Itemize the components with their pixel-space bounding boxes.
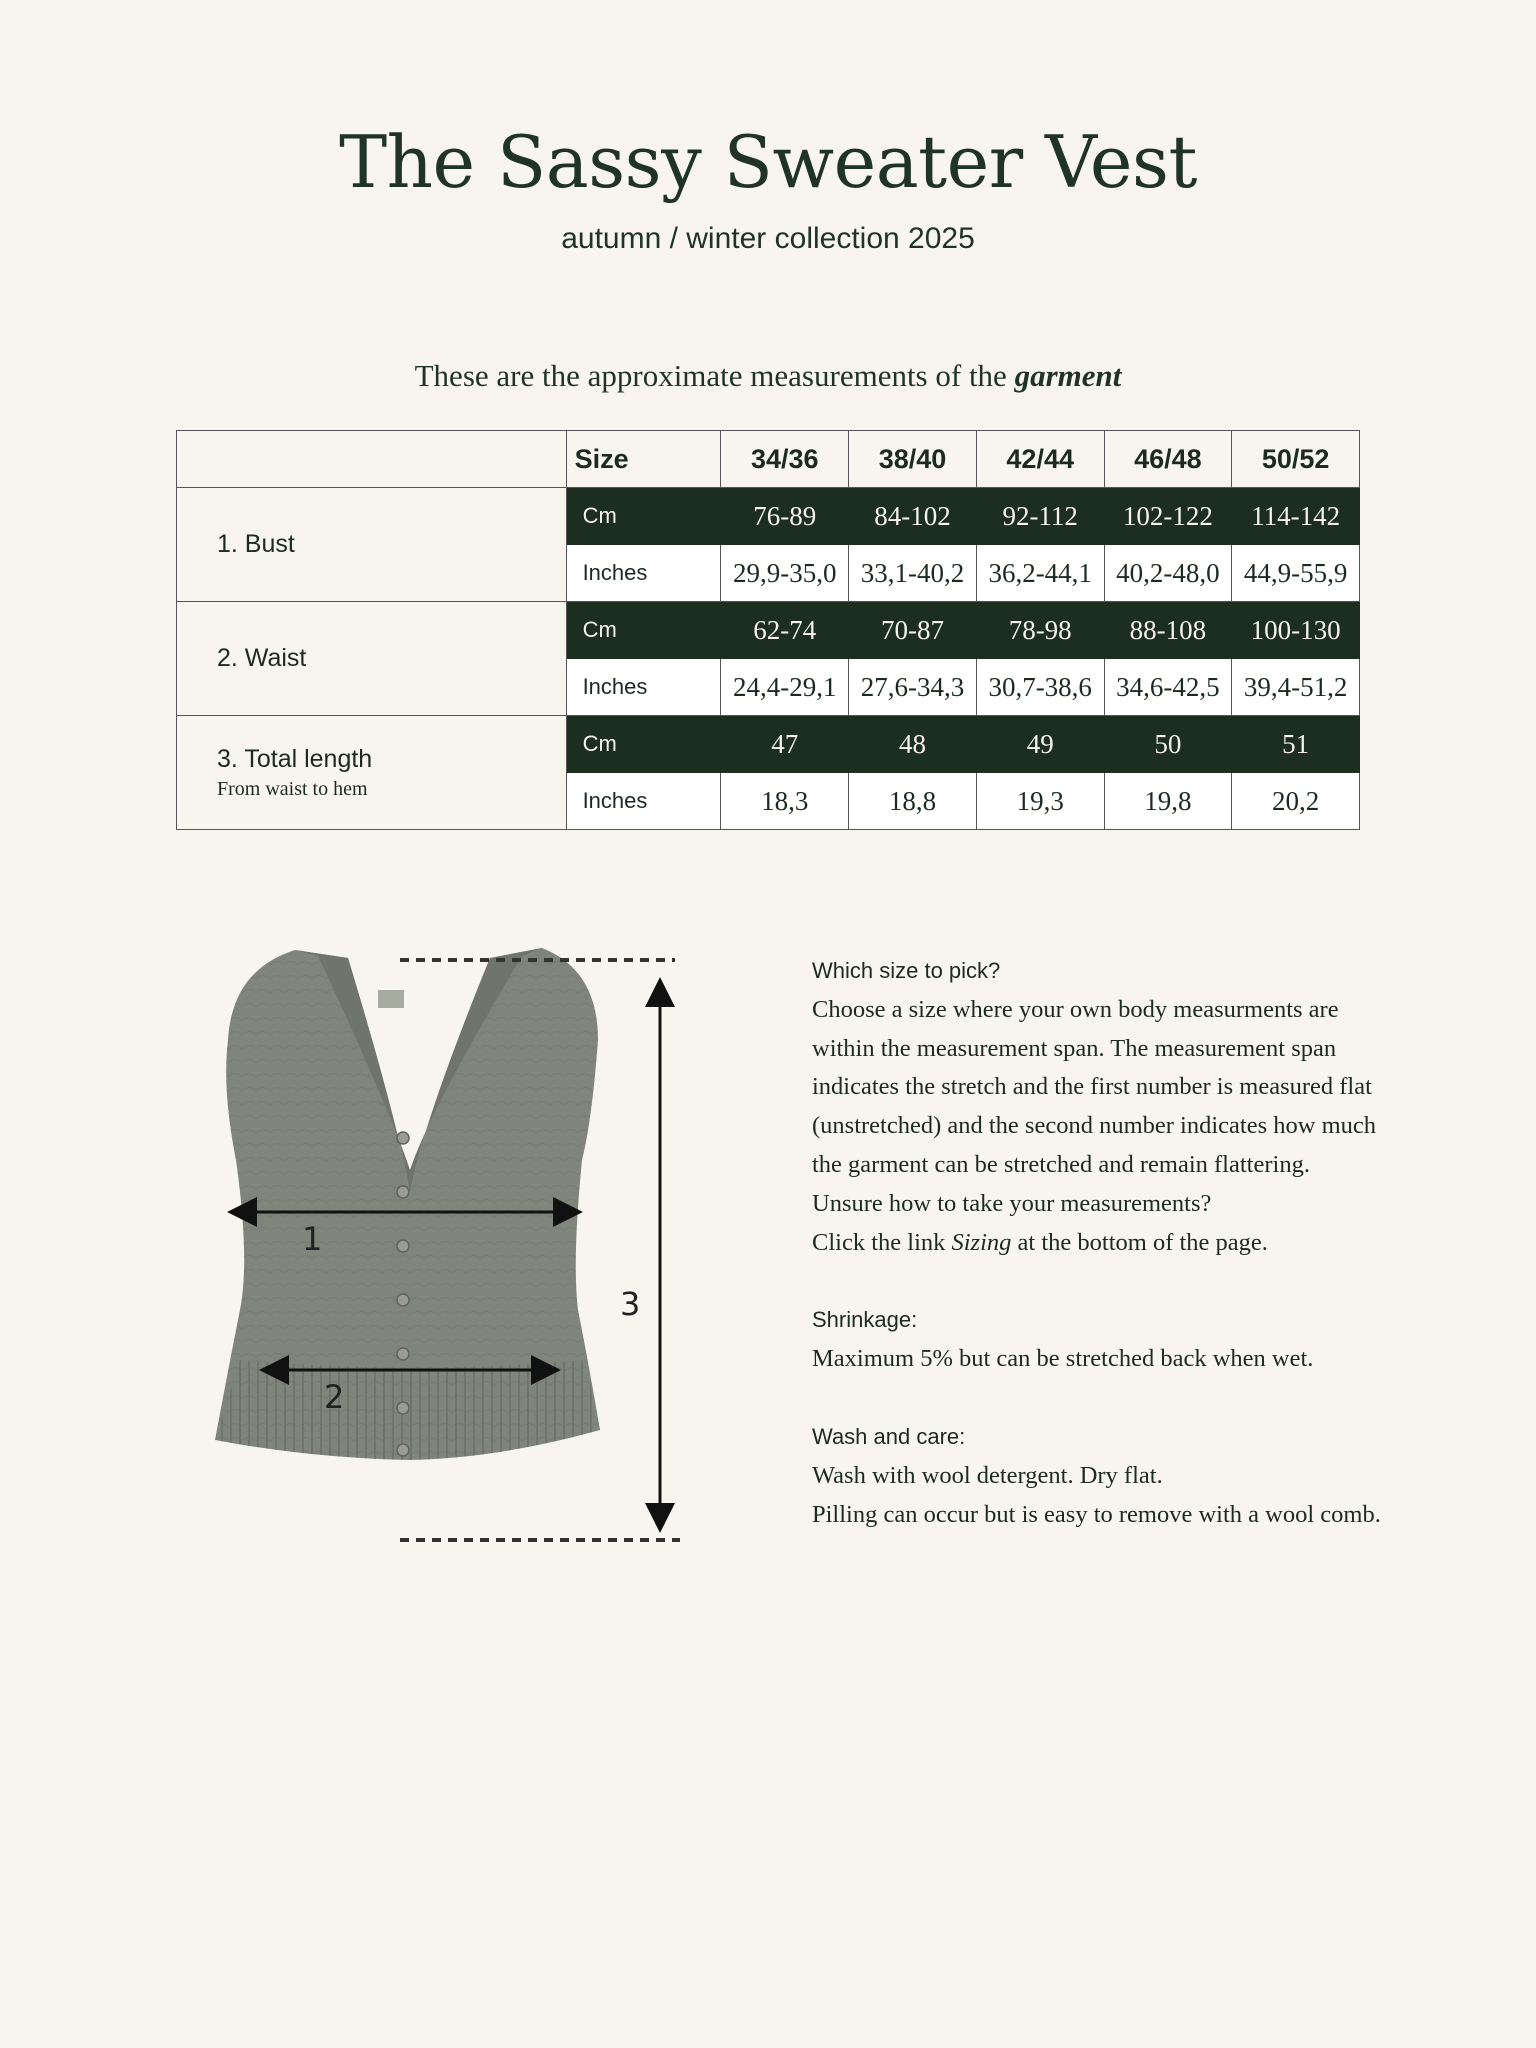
table-cell: 49 bbox=[976, 716, 1104, 773]
table-cell: 88-108 bbox=[1104, 602, 1232, 659]
sizing-line bbox=[812, 1224, 1472, 1263]
length-label bbox=[177, 716, 567, 830]
table-cell: 84-102 bbox=[849, 488, 977, 545]
table-cell: 102-122 bbox=[1104, 488, 1232, 545]
unit-inches: Inches bbox=[566, 773, 721, 830]
table-cell: 70-87 bbox=[849, 602, 977, 659]
which-line: Choose a size where your own body measurments are bbox=[812, 995, 1339, 1023]
sizing-pre: Click the link bbox=[812, 1228, 952, 1256]
intro-text bbox=[0, 358, 1536, 394]
vest-diagram bbox=[200, 930, 700, 1550]
sizing-post: at the bottom of the page. bbox=[1011, 1228, 1268, 1256]
size-column-header: 42/44 bbox=[976, 431, 1104, 488]
table-cell: 92-112 bbox=[976, 488, 1104, 545]
wash-line: Pilling can occur but is easy to remove with a wool comb. bbox=[812, 1500, 1381, 1528]
size-column-header: 46/48 bbox=[1104, 431, 1232, 488]
table-header-row bbox=[177, 431, 1360, 488]
wash-line: Wash with wool detergent. Dry flat. bbox=[812, 1461, 1163, 1489]
table-cell: 48 bbox=[849, 716, 977, 773]
diagram-label-1: 1 bbox=[302, 1220, 323, 1258]
table-cell: 30,7-38,6 bbox=[976, 659, 1104, 716]
table-cell: 24,4-29,1 bbox=[721, 659, 849, 716]
waist-cm-row bbox=[177, 602, 1360, 659]
table-cell: 78-98 bbox=[976, 602, 1104, 659]
table-cell: 34,6-42,5 bbox=[1104, 659, 1232, 716]
unit-inches: Inches bbox=[566, 545, 721, 602]
table-cell: 19,8 bbox=[1104, 773, 1232, 830]
bust-label-text: 1. Bust bbox=[217, 530, 295, 558]
bust-label bbox=[177, 488, 567, 602]
size-column-header: 34/36 bbox=[721, 431, 849, 488]
size-column-header: 50/52 bbox=[1232, 431, 1360, 488]
table-cell: 51 bbox=[1232, 716, 1360, 773]
shrinkage-text: Maximum 5% but can be stretched back when wet. bbox=[812, 1345, 1314, 1373]
table-cell: 114-142 bbox=[1232, 488, 1360, 545]
waist-label-text: 2. Waist bbox=[217, 644, 307, 672]
which-line: indicates the stretch and the first number is measured flat bbox=[812, 1073, 1372, 1101]
table-cell: 100-130 bbox=[1232, 602, 1360, 659]
unit-cm: Cm bbox=[566, 716, 721, 773]
which-line: within the measurement span. The measurement span bbox=[812, 1034, 1337, 1062]
bust-cm-row bbox=[177, 488, 1360, 545]
sizing-link[interactable]: Sizing bbox=[951, 1228, 1012, 1256]
table-cell: 44,9-55,9 bbox=[1232, 545, 1360, 602]
table-cell: 36,2-44,1 bbox=[976, 545, 1104, 602]
info-section bbox=[812, 952, 1472, 1534]
intro-lead: These are the approximate measurements of the bbox=[414, 358, 1015, 393]
table-cell: 62-74 bbox=[721, 602, 849, 659]
table-cell: 27,6-34,3 bbox=[849, 659, 977, 716]
waist-label bbox=[177, 602, 567, 716]
table-cell: 19,3 bbox=[976, 773, 1104, 830]
page-title: The Sassy Sweater Vest bbox=[339, 120, 1197, 204]
table-cell: 29,9-35,0 bbox=[721, 545, 849, 602]
table-cell: 50 bbox=[1104, 716, 1232, 773]
page-subtitle: autumn / winter collection 2025 bbox=[561, 222, 975, 255]
unit-cm: Cm bbox=[566, 488, 721, 545]
table-cell: 18,3 bbox=[721, 773, 849, 830]
size-header: Size bbox=[566, 431, 721, 488]
unit-cm: Cm bbox=[566, 602, 721, 659]
unit-inches: Inches bbox=[566, 659, 721, 716]
table-cell: 40,2-48,0 bbox=[1104, 545, 1232, 602]
diagram-label-2: 2 bbox=[324, 1378, 345, 1416]
which-size-heading: Which size to pick? bbox=[812, 958, 1001, 983]
table-cell: 20,2 bbox=[1232, 773, 1360, 830]
wash-heading: Wash and care: bbox=[812, 1423, 966, 1449]
which-line: the garment can be stretched and remain flattering. bbox=[812, 1150, 1310, 1178]
table-corner-cell bbox=[177, 431, 567, 488]
table-cell: 76-89 bbox=[721, 488, 849, 545]
length-label-text: 3. Total length bbox=[217, 744, 373, 773]
table-cell: 47 bbox=[721, 716, 849, 773]
which-line: (unstretched) and the second number indicates how much bbox=[812, 1112, 1377, 1140]
table-cell: 18,8 bbox=[849, 773, 977, 830]
size-chart-table bbox=[176, 430, 1360, 830]
shrinkage-heading: Shrinkage: bbox=[812, 1307, 918, 1333]
intro-emphasis: garment bbox=[1014, 358, 1122, 393]
table-cell: 33,1-40,2 bbox=[849, 545, 977, 602]
size-column-header: 38/40 bbox=[849, 431, 977, 488]
vest-diagram-svg bbox=[200, 930, 700, 1550]
diagram-label-3: 3 bbox=[620, 1285, 641, 1323]
which-line: Unsure how to take your measurements? bbox=[812, 1189, 1212, 1217]
length-sublabel: From waist to hem bbox=[217, 777, 368, 800]
length-cm-row bbox=[177, 716, 1360, 773]
table-cell: 39,4-51,2 bbox=[1232, 659, 1360, 716]
